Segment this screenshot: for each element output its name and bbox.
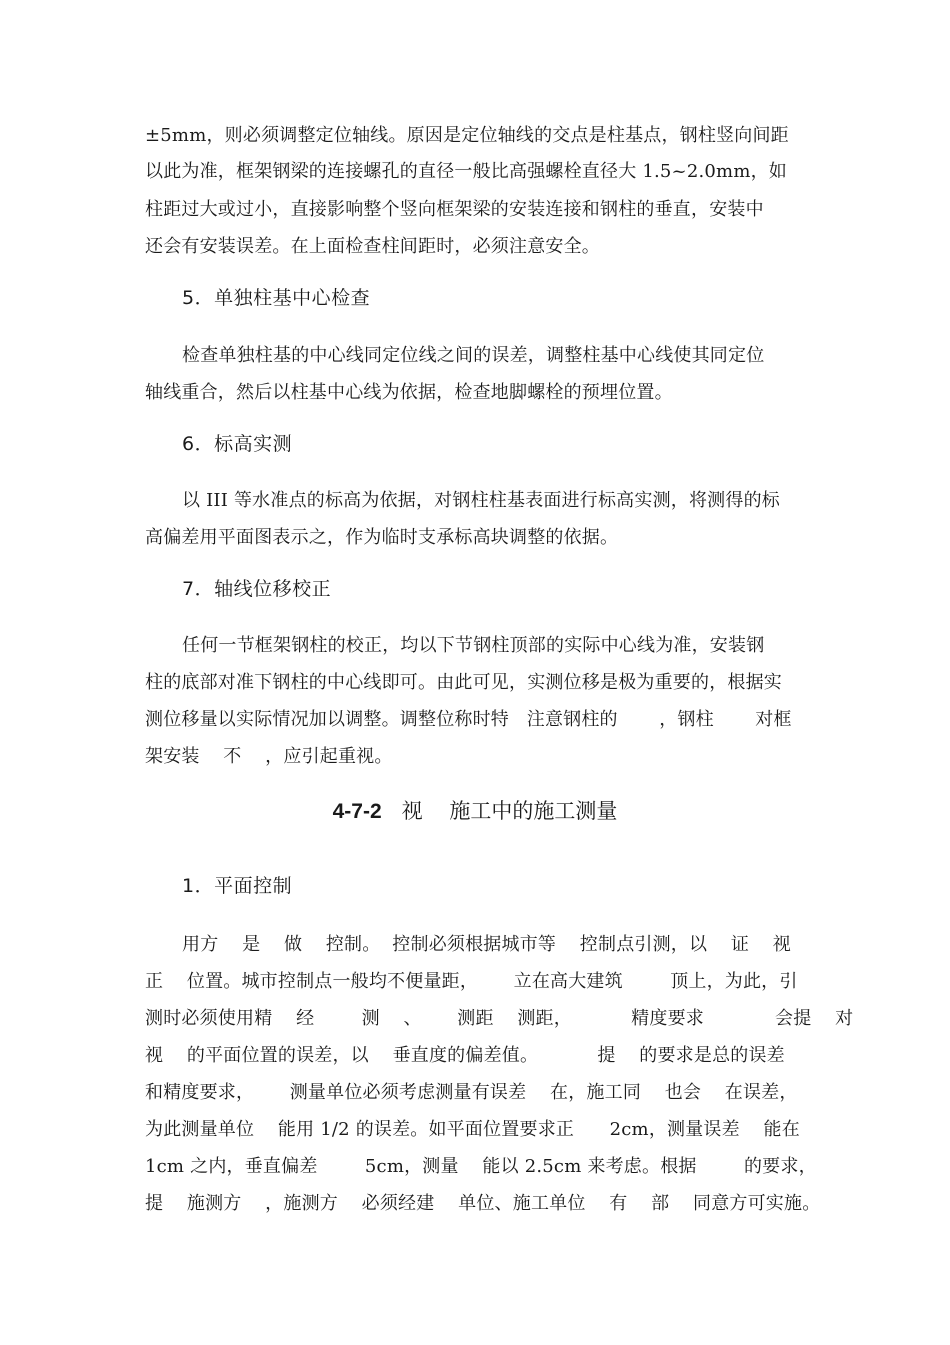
paragraph-line: 和精度要求， 测量单位必须考虑测量有误差 在，施工同 也会 在误差， <box>145 1082 798 1103</box>
paragraph-line: 正 位置。城市控制点一般均不便量距， 立在高大建筑 顶上，为此，引 <box>145 971 798 992</box>
paragraph-line: 轴线重合，然后以柱基中心线为依据，检查地脚螺栓的预埋位置。 <box>145 382 673 403</box>
paragraph-line: 以 III 等水准点的标高为依据，对钢柱柱基表面进行标高实测，将测得的标 <box>182 490 780 511</box>
section-title-text: 视 施工中的施工测量 <box>381 799 618 823</box>
paragraph-line: 1cm 之内，垂直偏差 5cm，测量 能以 2.5cm 来考虑。根据 的要求， <box>145 1156 817 1177</box>
paragraph-line: 柱的底部对准下钢柱的中心线即可。由此可见，实测位移是极为重要的，根据实 <box>145 672 782 693</box>
paragraph-line: 用方 是 做 控制。 控制必须根据城市等 控制点引测，以 证 视 <box>182 934 791 955</box>
paragraph-line: 检查单独柱基的中心线同定位线之间的误差，调整柱基中心线使其同定位 <box>182 345 765 366</box>
heading-5: 5．单独柱基中心检查 <box>182 287 371 309</box>
paragraph-line: 任何一节框架钢柱的校正，均以下节钢柱顶部的实际中心线为准，安装钢 <box>182 635 765 656</box>
paragraph-line: ±5mm，则必须调整定位轴线。原因是定位轴线的交点是柱基点，钢柱竖向间距 <box>145 125 789 146</box>
heading-6: 6．标高实测 <box>182 433 293 455</box>
heading-1: 1．平面控制 <box>182 875 293 897</box>
paragraph-line: 测位移量以实际情况加以调整。调整位称时特 注意钢柱的 ，钢柱 对框 <box>145 709 792 730</box>
paragraph-line: 以此为准，框架钢梁的连接螺孔的直径一般比高强螺栓直径大 1.5~2.0mm，如 <box>145 161 787 182</box>
heading-7: 7．轴线位移校正 <box>182 578 332 600</box>
paragraph-line: 提 施测方 ，施测方 必须经建 单位、施工单位 有 部 同意方可实施。 <box>145 1193 821 1214</box>
paragraph-line: 视 的平面位置的误差，以 垂直度的偏差值。 提 的要求是总的误差 <box>145 1045 785 1066</box>
paragraph-line: 高偏差用平面图表示之，作为临时支承标高块调整的依据。 <box>145 527 619 548</box>
paragraph-line: 还会有安装误差。在上面检查柱间距时，必须注意安全。 <box>145 236 600 257</box>
paragraph-line: 测时必须使用精 经 测 、 测距 测距， 精度要求 会提 对 <box>145 1008 854 1029</box>
paragraph-line: 为此测量单位 能用 1/2 的误差。如平面位置要求正 2cm，测量误差 能在 <box>145 1119 800 1140</box>
section-title <box>0 797 950 826</box>
section-number: 4-7-2 <box>332 800 382 823</box>
paragraph-line: 柱距过大或过小，直接影响整个竖向框架梁的安装连接和钢柱的垂直，安装中 <box>145 199 764 220</box>
paragraph-line: 架安装 不 ，应引起重视。 <box>145 746 393 767</box>
